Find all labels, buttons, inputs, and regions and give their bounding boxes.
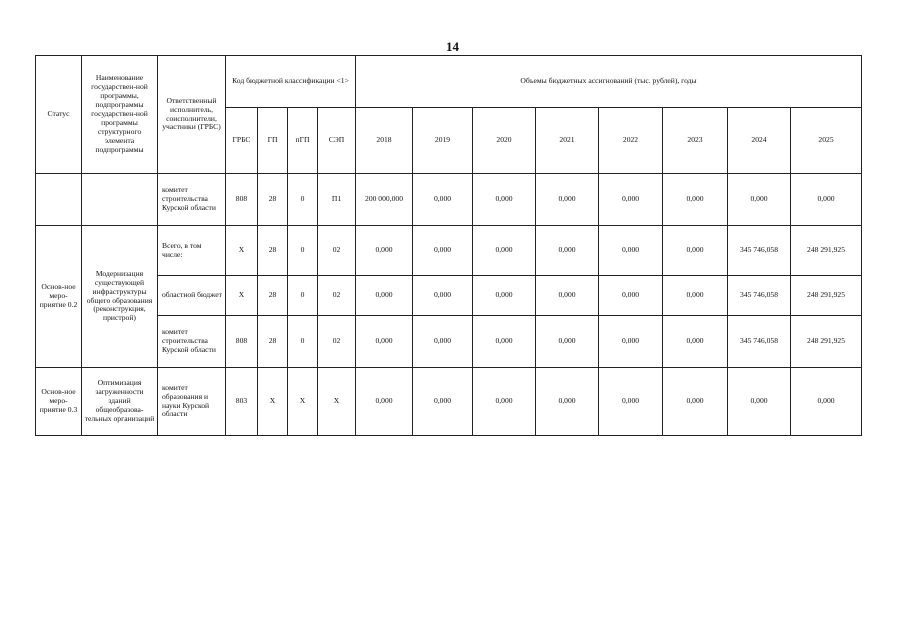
value-cell: 0,000 — [663, 174, 728, 226]
code-cell: 02 — [318, 276, 356, 316]
header-code-col: пГП — [288, 108, 318, 174]
value-cell: 248 291,925 — [791, 316, 862, 368]
code-cell: 28 — [258, 174, 288, 226]
value-cell: 0,000 — [599, 226, 663, 276]
executor-cell: комитет образования и науки Курской области — [158, 368, 226, 436]
code-cell: П1 — [318, 174, 356, 226]
code-cell: 02 — [318, 226, 356, 276]
value-cell: 0,000 — [473, 174, 536, 226]
name-cell — [82, 174, 158, 226]
page-number: 14 — [446, 39, 459, 54]
status-cell: Основ-ное меро-приятие 0.3 — [36, 368, 82, 436]
table-row — [36, 174, 862, 226]
value-cell: 0,000 — [413, 174, 473, 226]
table-row — [36, 316, 862, 368]
name-cell: Оптимизация загруженности зданий общеобразова-тельных организаций — [82, 368, 158, 436]
value-cell: 0,000 — [599, 316, 663, 368]
code-cell: 0 — [288, 316, 318, 368]
code-cell: 28 — [258, 316, 288, 368]
value-cell: 0,000 — [356, 276, 413, 316]
value-cell: 0,000 — [791, 368, 862, 436]
value-cell: 345 746,058 — [728, 226, 791, 276]
value-cell: 0,000 — [413, 316, 473, 368]
value-cell: 345 746,058 — [728, 316, 791, 368]
header-executor: Ответственный исполнитель, соисполнители, участники (ГРБС) — [158, 56, 226, 174]
header-year: 2024 — [728, 108, 791, 174]
code-cell: 0 — [288, 226, 318, 276]
code-cell: Х — [258, 368, 288, 436]
code-cell: 808 — [226, 174, 258, 226]
header-code-group: Код бюджетной классификации <1> — [226, 56, 356, 108]
header-year: 2023 — [663, 108, 728, 174]
value-cell: 0,000 — [413, 276, 473, 316]
executor-cell: Всего, в том числе: — [158, 226, 226, 276]
value-cell: 0,000 — [536, 226, 599, 276]
value-cell: 0,000 — [599, 174, 663, 226]
header-status: Статус — [36, 56, 82, 174]
code-cell: 0 — [288, 276, 318, 316]
code-cell: Х — [288, 368, 318, 436]
status-cell — [36, 174, 82, 226]
value-cell: 345 746,058 — [728, 276, 791, 316]
value-cell: 0,000 — [728, 368, 791, 436]
name-cell: Модернизация существующей инфраструктуры общего образования (реконструкция, пристрой) — [82, 226, 158, 368]
value-cell: 0,000 — [536, 316, 599, 368]
code-cell: 28 — [258, 226, 288, 276]
code-cell: 0 — [288, 174, 318, 226]
executor-cell: областной бюджет — [158, 276, 226, 316]
status-cell: Основ-ное меро-приятие 0.2 — [36, 226, 82, 368]
value-cell: 0,000 — [791, 174, 862, 226]
header-year: 2022 — [599, 108, 663, 174]
header-code-col: СЭП — [318, 108, 356, 174]
budget-allocation-table — [35, 55, 862, 436]
header-year: 2018 — [356, 108, 413, 174]
value-cell: 0,000 — [536, 174, 599, 226]
value-cell: 200 000,000 — [356, 174, 413, 226]
header-budget-group: Объемы бюджетных ассигнований (тыс. рублей), годы — [356, 56, 862, 108]
code-cell: 02 — [318, 316, 356, 368]
value-cell: 248 291,925 — [791, 276, 862, 316]
value-cell: 0,000 — [473, 368, 536, 436]
value-cell: 0,000 — [356, 226, 413, 276]
value-cell: 0,000 — [663, 316, 728, 368]
code-cell: Х — [226, 276, 258, 316]
code-cell: Х — [226, 226, 258, 276]
header-code-col: ГП — [258, 108, 288, 174]
code-cell: Х — [318, 368, 356, 436]
value-cell: 0,000 — [473, 226, 536, 276]
value-cell: 0,000 — [413, 226, 473, 276]
value-cell: 0,000 — [473, 316, 536, 368]
header-year: 2019 — [413, 108, 473, 174]
value-cell: 0,000 — [599, 368, 663, 436]
header-year: 2020 — [473, 108, 536, 174]
executor-cell: комитет строительства Курской области — [158, 316, 226, 368]
table-row — [36, 368, 862, 436]
value-cell: 0,000 — [728, 174, 791, 226]
table-row — [36, 226, 862, 276]
code-cell: 803 — [226, 368, 258, 436]
value-cell: 0,000 — [599, 276, 663, 316]
header-code-col: ГРБС — [226, 108, 258, 174]
code-cell: 808 — [226, 316, 258, 368]
value-cell: 0,000 — [536, 368, 599, 436]
header-year: 2021 — [536, 108, 599, 174]
value-cell: 0,000 — [663, 368, 728, 436]
code-cell: 28 — [258, 276, 288, 316]
value-cell: 0,000 — [473, 276, 536, 316]
value-cell: 0,000 — [356, 316, 413, 368]
header-year: 2025 — [791, 108, 862, 174]
value-cell: 0,000 — [413, 368, 473, 436]
executor-cell: комитет строительства Курской области — [158, 174, 226, 226]
value-cell: 0,000 — [663, 226, 728, 276]
value-cell: 0,000 — [356, 368, 413, 436]
table-row — [36, 276, 862, 316]
value-cell: 0,000 — [663, 276, 728, 316]
header-row-1 — [36, 56, 862, 108]
value-cell: 248 291,925 — [791, 226, 862, 276]
header-name: Наименование государствен-ной программы, подпрограммы государствен-ной программы структурного элемента подпрограммы — [82, 56, 158, 174]
value-cell: 0,000 — [536, 276, 599, 316]
